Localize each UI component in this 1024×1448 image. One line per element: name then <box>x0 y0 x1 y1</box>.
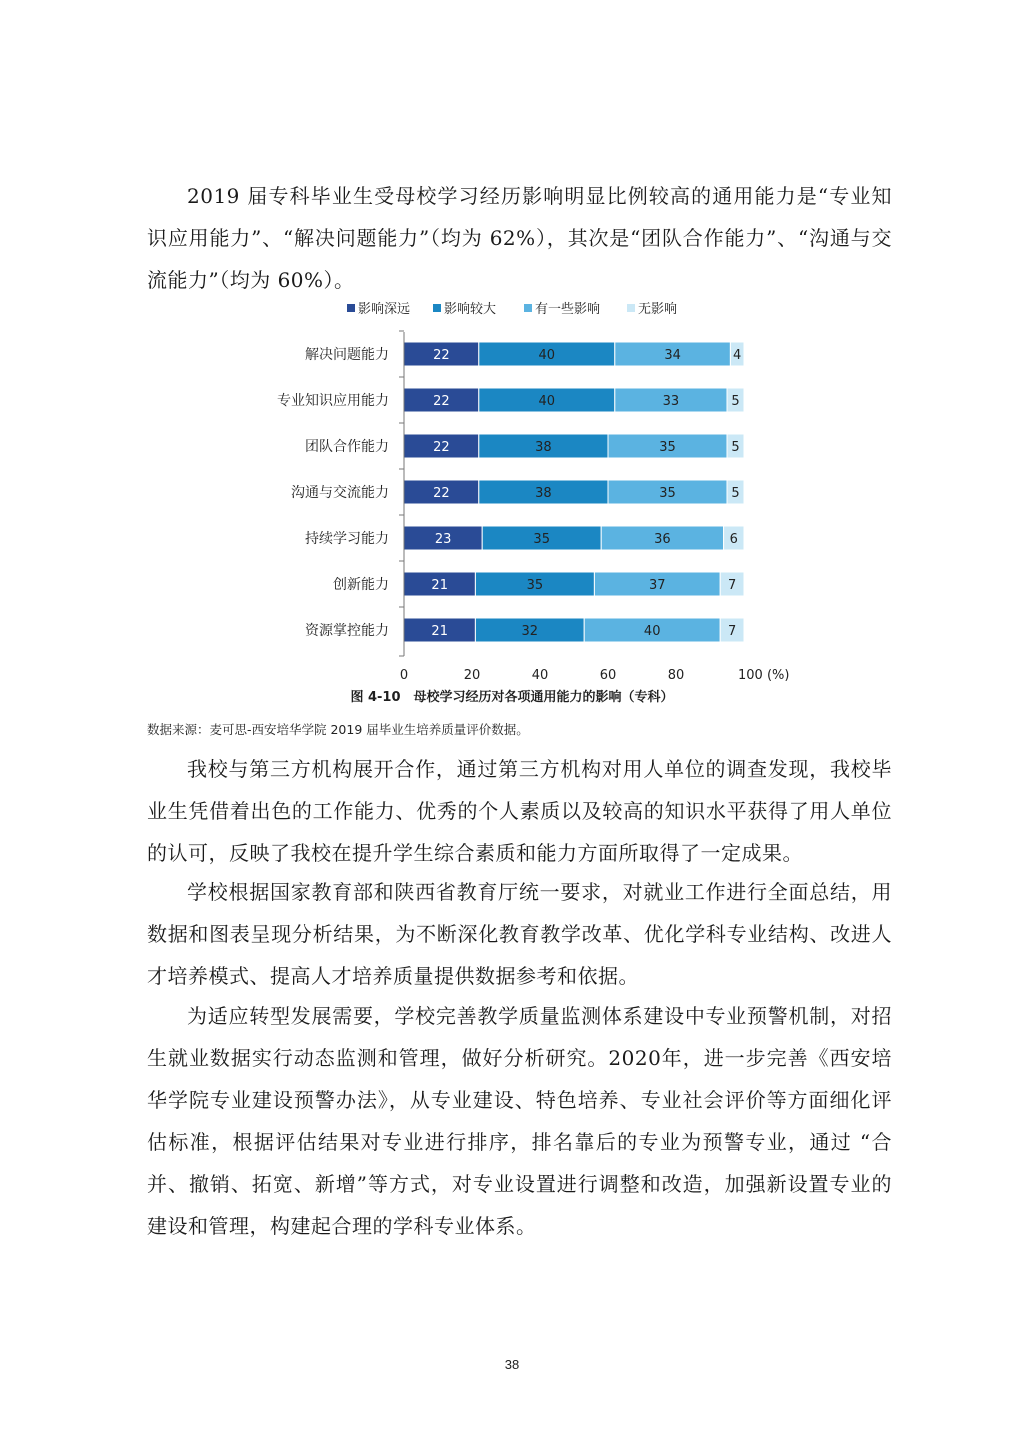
data-source-note: 数据来源：麦可思-西安培华学院 2019 届毕业生培养质量评价数据。 <box>147 722 529 737</box>
category-label: 解决问题能力 <box>305 347 389 363</box>
paragraph-employer-survey: 我校与第三方机构展开合作，通过第三方机构对用人单位的调查发现，我校毕业生凭借着出色的工作能力、优秀的个人素质以及较高的知识水平获得了用人单位的认可，反映了我校在提升学生综合素质和能力方面所取得了一定成果。 <box>147 757 892 865</box>
legend-label-2: 有一些影响 <box>535 302 601 317</box>
data-label: 22 <box>433 394 450 409</box>
data-label: 21 <box>431 624 448 639</box>
data-label: 35 <box>526 578 544 593</box>
stacked-bar-chart <box>0 0 1024 700</box>
data-label: 22 <box>433 486 450 501</box>
data-label: 23 <box>434 532 452 547</box>
x-tick-label: 40 <box>531 668 549 683</box>
data-label: 37 <box>649 578 666 593</box>
data-label: 38 <box>535 486 552 501</box>
category-label: 团队合作能力 <box>305 439 389 455</box>
data-label: 32 <box>521 624 539 639</box>
legend-swatch-3 <box>627 304 635 312</box>
data-label: 40 <box>538 394 556 409</box>
data-label: 34 <box>664 348 681 363</box>
data-label: 5 <box>731 394 740 409</box>
data-label: 40 <box>538 348 556 363</box>
data-label: 5 <box>731 486 740 501</box>
chart-bars <box>277 342 744 642</box>
data-label: 40 <box>643 624 661 639</box>
x-tick-label: 20 <box>463 668 481 683</box>
data-label: 35 <box>659 486 676 501</box>
data-label: 4 <box>733 348 742 363</box>
data-label: 36 <box>654 532 671 547</box>
data-label: 22 <box>433 348 450 363</box>
data-label: 7 <box>727 578 737 593</box>
data-label: 38 <box>535 440 552 455</box>
data-label: 35 <box>659 440 676 455</box>
category-label: 沟通与交流能力 <box>291 485 389 501</box>
data-label: 6 <box>729 532 738 547</box>
paragraph-intro: 2019 届专科毕业生受母校学习经历影响明显比例较高的通用能力是“专业知识应用能力”、“解决问题能力”（均为 62%），其次是“团队合作能力”、“沟通与交流能力”（均为 60%）。 <box>147 184 892 292</box>
x-tick-label: 0 <box>399 668 409 683</box>
legend-swatch-1 <box>433 304 441 312</box>
legend-label-1: 影响较大 <box>444 302 497 317</box>
x-tick-label: 100 (%) <box>738 668 790 683</box>
page-number: 38 <box>504 1357 520 1372</box>
category-label: 持续学习能力 <box>305 531 389 547</box>
legend-label-0: 影响深远 <box>358 302 411 317</box>
data-label: 35 <box>533 532 550 547</box>
data-label: 22 <box>433 440 450 455</box>
legend-swatch-2 <box>524 304 532 312</box>
x-tick-label: 60 <box>599 668 617 683</box>
figure-caption: 图 4-10 母校学习经历对各项通用能力的影响（专科） <box>350 690 674 705</box>
data-label: 21 <box>431 578 448 593</box>
paragraph-summary: 学校根据国家教育部和陕西省教育厅统一要求，对就业工作进行全面总结，用数据和图表呈现分析结果，为不断深化教育教学改革、优化学科专业结构、改进人才培养模式、提高人才培养质量提供数据参考和依据。 <box>147 880 892 988</box>
data-label: 5 <box>731 440 740 455</box>
data-label: 33 <box>662 394 680 409</box>
paragraph-warning-mechanism: 为适应转型发展需要，学校完善教学质量监测体系建设中专业预警机制，对招生就业数据实行动态监测和管理，做好分析研究。2020年，进一步完善《西安培华学院专业建设预警办法》，从专业建设、特色培养、专业社会评价等方面细化评估标准，根据评估结果对专业进行排序，排名靠后的专业为预警专业，通过 “合并、撤销、拓宽、新增”等方式，对专业设置进行调整和改造，加强新设置专业的建设和管理，构建起合理的学科专业体系。 <box>147 1004 892 1238</box>
legend-label-3: 无影响 <box>638 302 678 317</box>
category-label: 专业知识应用能力 <box>277 393 389 409</box>
chart-legend <box>347 301 677 317</box>
legend-swatch-0 <box>347 304 355 312</box>
data-label: 7 <box>727 624 737 639</box>
category-label: 资源掌控能力 <box>305 623 389 639</box>
x-tick-label: 80 <box>667 668 685 683</box>
category-label: 创新能力 <box>333 577 389 593</box>
